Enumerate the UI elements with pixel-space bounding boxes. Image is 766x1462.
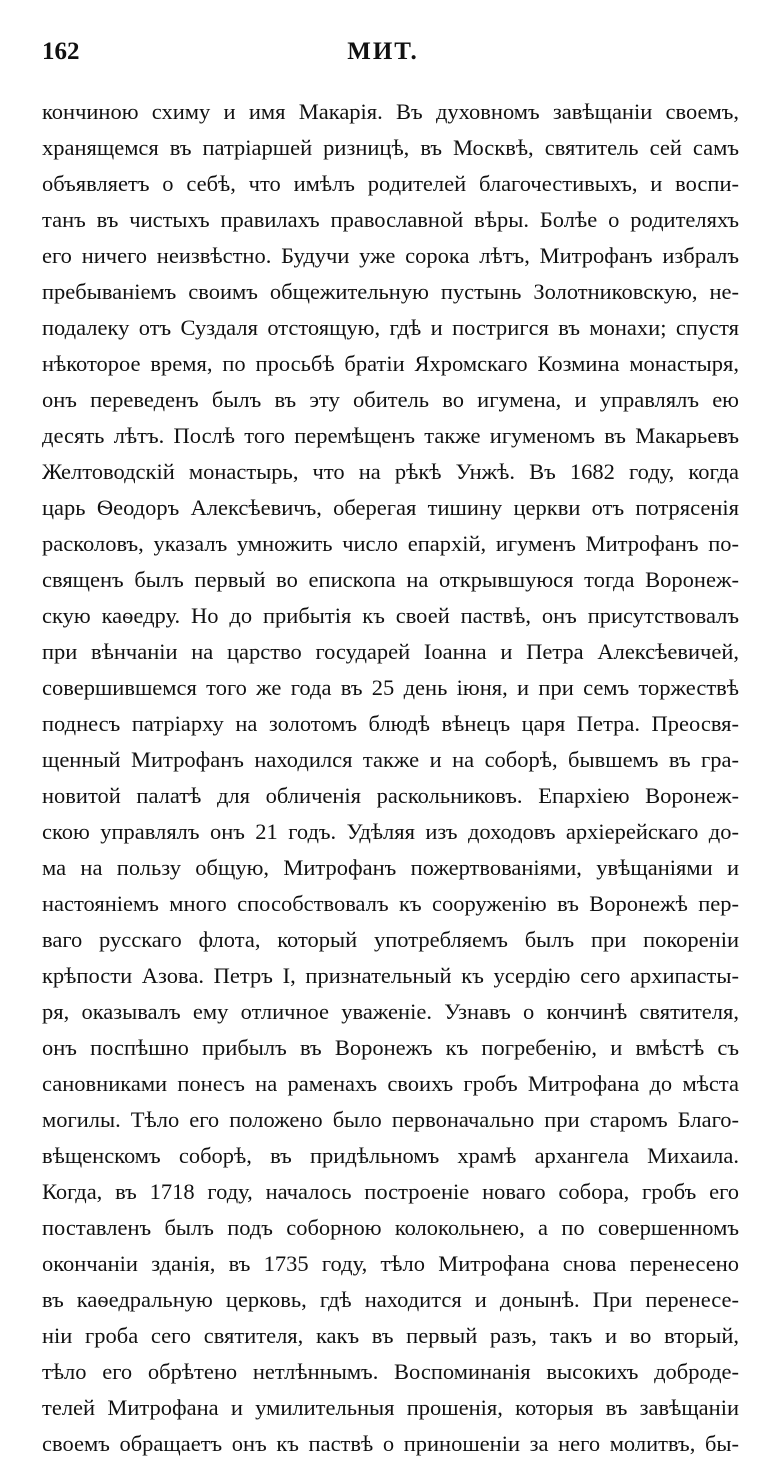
- text-line: крѣпости Азова. Петръ I, признательный къ усердію сего архипасты-: [42, 963, 739, 988]
- text-line: подалеку отъ Суздаля отстоящую, гдѣ и постригся въ монахи; спустя: [42, 315, 739, 340]
- text-line: онъ поспѣшно прибылъ въ Воронежъ къ погребенію, и вмѣстѣ съ: [42, 1035, 739, 1060]
- text-line: расколовъ, указалъ умножить число епархій, игуменъ Митрофанъ по-: [42, 531, 739, 556]
- text-line: поднесъ патріарху на золотомъ блюдѣ вѣнецъ царя Петра. Преосвя-: [42, 711, 739, 736]
- text-line: ря, оказывалъ ему отличное уваженіе. Узнавъ о кончинѣ святителя,: [42, 999, 739, 1024]
- text-line: ваго русскаго флота, который употребляемъ былъ при покореніи: [42, 927, 739, 952]
- text-line: ніи гроба сего святителя, какъ въ первый разъ, такъ и во вторый,: [42, 1323, 739, 1348]
- text-line: совершившемся того же года въ 25 день іюня, и при семъ торжествѣ: [42, 675, 739, 700]
- page-header: [42, 38, 724, 78]
- text-line: скою управлялъ онъ 21 годъ. Удѣляя изъ доходовъ архіерейскаго до-: [42, 819, 739, 844]
- page-number: 162: [42, 38, 80, 65]
- running-head: МИТ.: [347, 38, 419, 65]
- text-line: ма на пользу общую, Митрофанъ пожертвованіями, увѣщаніями и: [42, 855, 739, 880]
- text-line: хранящемся въ патріаршей ризницѣ, въ Москвѣ, святитель сей самъ: [42, 135, 739, 160]
- text-line: пребываніемъ своимъ общежительную пустынь Золотниковскую, не-: [42, 279, 739, 304]
- text-line: въ каѳедральную церковь, гдѣ находится и донынѣ. При перенесе-: [42, 1287, 739, 1312]
- text-line: кончиною схиму и имя Макарія. Въ духовномъ завѣщаніи своемъ,: [42, 99, 739, 124]
- text-line: онъ переведенъ былъ въ эту обитель во игумена, и управлялъ ею: [42, 387, 739, 412]
- text-line: Когда, въ 1718 году, началось построеніе новаго собора, гробъ его: [42, 1179, 739, 1204]
- text-line: тѣло его обрѣтено нетлѣннымъ. Воспоминанія высокихъ доброде-: [42, 1359, 739, 1384]
- text-line: сановниками понесъ на раменахъ своихъ гробъ Митрофана до мѣста: [42, 1071, 739, 1096]
- body-text: [42, 94, 739, 1462]
- text-line: нѣкоторое время, по просьбѣ братіи Яхромскаго Козмина монастыря,: [42, 351, 739, 376]
- text-line: царь Ѳеодоръ Алексѣевичъ, оберегая тишину церкви отъ потрясенія: [42, 495, 739, 520]
- text-line: поставленъ былъ подъ соборною колокольнею, а по совершенномъ: [42, 1215, 739, 1240]
- text-line: его ничего неизвѣстно. Будучи уже сорока лѣтъ, Митрофанъ избралъ: [42, 243, 739, 268]
- text-line: щенный Митрофанъ находился также и на соборѣ, бывшемъ въ гра-: [42, 747, 739, 772]
- text-line: вѣщенскомъ соборѣ, въ придѣльномъ храмѣ архангела Михаила.: [42, 1143, 739, 1168]
- text-line: при вѣнчаніи на царство государей Іоанна и Петра Алексѣевичей,: [42, 639, 739, 664]
- text-line: десять лѣтъ. Послѣ того перемѣщенъ также игуменомъ въ Макарьевъ: [42, 423, 739, 448]
- text-line: окончаніи зданія, въ 1735 году, тѣло Митрофана снова перенесено: [42, 1251, 739, 1276]
- text-line: новитой палатѣ для обличенія раскольниковъ. Епархіею Воронеж-: [42, 783, 739, 808]
- text-line: могилы. Тѣло его положено было первоначально при старомъ Благо-: [42, 1107, 739, 1132]
- text-line: объявляетъ о себѣ, что имѣлъ родителей благочестивыхъ, и воспи-: [42, 171, 739, 196]
- text-line: своемъ обращаетъ онъ къ паствѣ о приношеніи за него молитвъ, бы-: [42, 1431, 739, 1456]
- text-line: священъ былъ первый во епископа на открывшуюся тогда Воронеж-: [42, 567, 739, 592]
- text-line: телей Митрофана и умилительныя прошенія, которыя въ завѣщаніи: [42, 1395, 739, 1420]
- text-line: настояніемъ много способствовалъ къ сооруженію въ Воронежѣ пер-: [42, 891, 739, 916]
- text-line: Желтоводскій монастырь, что на рѣкѣ Унжѣ. Въ 1682 году, когда: [42, 459, 739, 484]
- text-line: скую каѳедру. Но до прибытія къ своей паствѣ, онъ присутствовалъ: [42, 603, 739, 628]
- text-line: танъ въ чистыхъ правилахъ православной вѣры. Болѣе о родителяхъ: [42, 207, 739, 232]
